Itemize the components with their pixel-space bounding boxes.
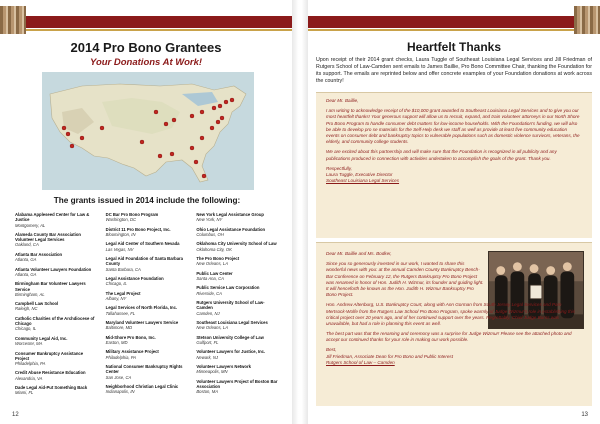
stone-column-decoration — [574, 6, 600, 34]
grant-item: Atlanta Volunteer Lawyers Foundation Atlanta, GA — [15, 266, 92, 277]
grant-item: Volunteer Lawyers for Justice, Inc. Newark, NJ — [196, 349, 266, 360]
grant-item: Atlanta Bar Association Atlanta, GA — [15, 251, 63, 263]
letter-paragraph: Hon. Andrew Altenburg, U.S. Bankruptcy Court, along with Ann Gorman from South Jersey Legal Services and Pam Mertsock-Wolfe from the Rutgers Law School Pro Bono Program, spoke warmly of Judge Wizmur's role in establishing this critical project over 20 years ago, and of her continued support over the years. Regrettably, Chief Judge Burns was unavailable, but had a role in planning this event as well. — [326, 302, 575, 326]
grant-item: DC Bar Pro Bono Program Washington, DC — [105, 212, 159, 223]
grant-item: Military Assistance Project Philadelphia, PA — [105, 349, 159, 360]
grants-list — [15, 212, 279, 408]
letter-paragraph: Since you so generously invested in our work, I wanted to share this wonderful news with you: at the annual Camden County Bankruptcy Bench-Bar Conference on February 12, the Rutgers Bankruptcy Pro Bono Project was renamed in honor of Hon. Judith H. Wizmur, its founder and guiding light. It will henceforth be known as the Hon. Judith H. Wizmur Bankruptcy Pro Bono Project. — [326, 261, 484, 298]
left-page — [0, 0, 292, 424]
grant-item: Rutgers University School of Law-Camden Camden, NJ — [196, 300, 265, 316]
letter-org: Rutgers School of Law – Camden — [326, 359, 395, 365]
grant-item: Legal Aid Center of Southern Nevada Las Vegas, NV — [105, 241, 180, 252]
grant-item: Alameda County Bar Association Volunteer Legal Services Oakland, CA — [15, 231, 81, 248]
grant-item: Stetson University College of Law Gulfport, FL — [196, 334, 264, 345]
grant-item: Public Service Law Corporation Riverside, CA — [196, 285, 260, 296]
grants-column-1 — [15, 212, 98, 408]
grant-item: District 11 Pro Bono Project, Inc. Bloomington, IN — [105, 226, 171, 237]
header-banner — [308, 6, 600, 34]
letter-salutation: Dear Mr. Baillie, — [326, 98, 359, 103]
grant-item: Volunteer Lawyers Project of Boston Bar Association Boston, MA — [196, 378, 278, 395]
header-banner — [0, 6, 292, 34]
grant-item: Birmingham Bar Volunteer Lawyers Service Birmingham, AL — [15, 281, 86, 297]
letter-paragraph: I am writing to acknowledge receipt of the $10,000 grant awarded to Southeast Louisiana Legal Services and to give you our most heartfelt thanks! Your generous support will allow us to recruit, expand, and train volunteer attorneys in our North Shore Pro Bono Program to handle consumer debt matters for low-income households. With the Foundation's funding, we will also be able to develop pro se materials for the Self-Help desk we staff as well as provide at least five community education events on consumer debt and bankruptcy topics to vulnerable populations such as domestic violence survivors, veterans, the elderly, and community college students. — [326, 108, 580, 145]
grant-item: The Legal Project Albany, NY — [105, 290, 141, 301]
letter-salutation: Dear Mr. Baillie and Ms. Bodker, — [326, 251, 392, 256]
page-gutter — [292, 0, 308, 424]
letter-laura-tuggle — [316, 92, 592, 238]
us-grantee-map — [42, 72, 254, 190]
right-page — [308, 0, 600, 424]
grant-item: Alabama Appleseed Center for Law & Justice Montgomery, AL — [15, 212, 90, 228]
letter-closing: Best, — [326, 347, 337, 353]
page-subtitle: Your Donations At Work! — [89, 57, 203, 68]
grants-column-3 — [196, 212, 279, 408]
grant-item: Oklahoma City University School of Law Oklahoma City, OK — [196, 241, 277, 252]
page-number: 12 — [12, 412, 19, 418]
grant-item: Mid-Shore Pro Bono, Inc. Easton, MD — [105, 334, 156, 345]
grant-item: Volunteer Lawyers Network Minneapolis, MN — [196, 364, 251, 375]
letter-org: Southeast Louisiana Legal Services — [326, 178, 400, 184]
grant-item: Dade Legal Aid-Put Something Back Miami, FL — [15, 385, 88, 396]
banner-bar — [308, 16, 574, 28]
page-title: Heartfelt Thanks — [406, 40, 502, 54]
page-number: 13 — [581, 412, 588, 418]
grant-item: Legal Services of North Florida, Inc. Tallahassee, FL — [105, 305, 178, 316]
grant-item: Campbell Law School Raleigh, NC — [15, 301, 59, 312]
grant-item: Neighborhood Christian Legal Clinic Indianapolis, IN — [105, 384, 179, 395]
letter-jill-friedman — [316, 242, 592, 406]
grant-item: Ohio Legal Assistance Foundation Columbus, OH — [196, 226, 266, 237]
grant-item: Maryland Volunteer Lawyers Service Baltimore, MD — [105, 320, 179, 331]
grant-item: New York Legal Assistance Group New York, NY — [196, 212, 264, 223]
stone-column-decoration — [0, 6, 26, 34]
letter-closing: Respectfully, — [326, 165, 352, 171]
grant-item: Consumer Bankruptcy Assistance Project Philadelphia, PA — [15, 350, 84, 366]
grant-item: Credit Abuse Resistance Education Alexandria, VA — [15, 370, 86, 381]
letter-paragraph: We are excited about this partnership and will make sure that the Foundation is recognized in all publicity and any publications produced in connection with activities undertaken to accomplish the goals of the grant. Thank you. — [326, 149, 557, 161]
grant-item: Legal Aid Foundation of Santa Barbara County Santa Barbara, CA — [105, 256, 183, 272]
letter-paragraph: The best part was that the renaming and ceremony was a surprise for Judge Wizmur! Please see the attached photo and accept our continued thanks for your role in making our work possible. — [326, 331, 572, 343]
grant-item: Catholic Charities of the Archdiocese of Chicago Chicago, IL — [15, 315, 95, 332]
grant-item: The Pro Bono Project New Orleans, LA — [196, 256, 240, 267]
grant-item: Legal Assistance Foundation Chicago, IL — [105, 276, 164, 287]
page-title: 2014 Pro Bono Grantees — [70, 40, 222, 55]
grant-item: Community Legal Aid, Inc. Worcester, MA — [15, 335, 68, 347]
banner-bar — [26, 16, 292, 28]
letter-signer: Jill Friedman, Associate Dean for Pro Bono and Public Interest — [326, 353, 453, 359]
grants-column-2 — [106, 212, 189, 408]
grant-item: Public Law Center Santa Ana, CA — [196, 270, 233, 281]
grant-item: National Consumer Bankruptcy Rights Center San Jose, CA — [105, 364, 183, 380]
grants-heading: The grants issued in 2014 include the following: — [53, 196, 241, 205]
intro-paragraph: Upon receipt of their 2014 grant checks, Laura Tuggle of Southeast Louisiana Legal Services and Jill Friedman of Rutgers School of Law-Camden sent emails to James Baillie, Pro Bono Committee Chair, thanking the Foundation for its support. The emails are reprinted below and offer concrete examples of your Foundation donations at work across the country! — [316, 57, 592, 84]
letter-signer: Laura Tuggle, Executive Director — [326, 171, 393, 177]
grant-item: Southeast Louisiana Legal Services New Orleans, LA — [196, 320, 268, 331]
